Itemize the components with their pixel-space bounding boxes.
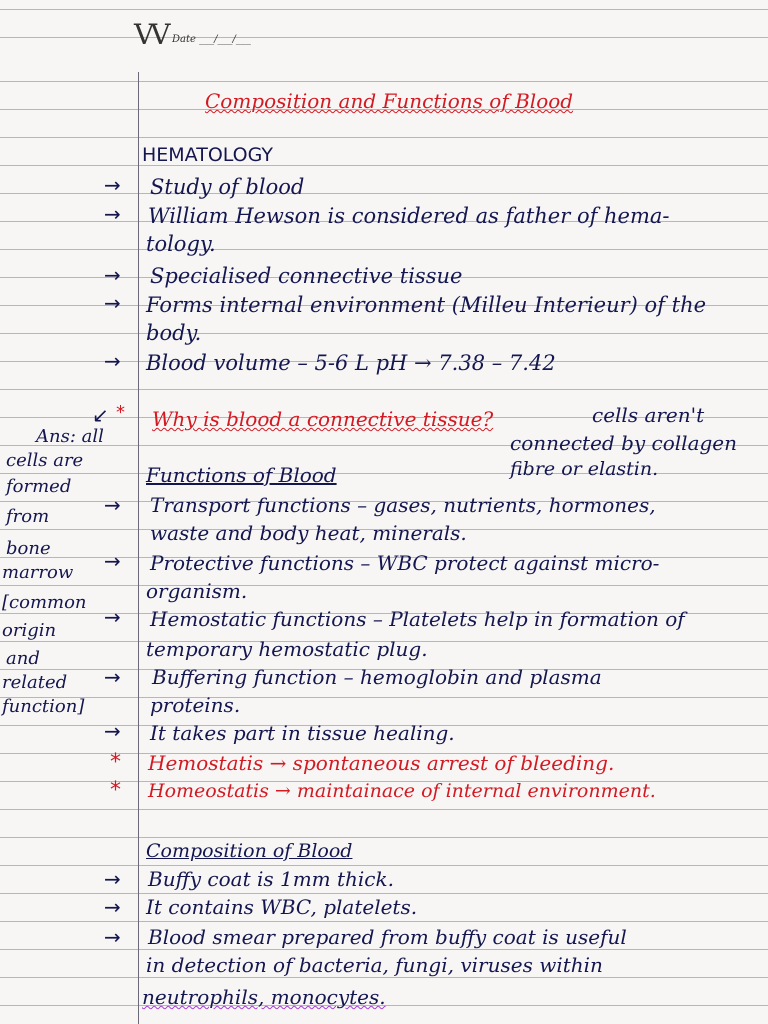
arrow-icon: → [104, 605, 121, 629]
function-item: waste and body heat, minerals. [150, 521, 467, 545]
arrow-icon: → [104, 173, 121, 197]
arrow-icon: → [104, 549, 121, 573]
arrow-icon: → [104, 719, 121, 743]
composition-point: in detection of bacteria, fungi, viruses within [146, 953, 603, 977]
functions-heading: Functions of Blood [146, 463, 337, 487]
side-note-line: [common [2, 592, 87, 613]
side-note-line: and [6, 648, 40, 669]
hematology-heading: HEMATOLOGY [142, 144, 274, 166]
arrow-icon: → [104, 925, 121, 949]
arrow-icon: → [104, 867, 121, 891]
function-item: Hemostatic functions – Platelets help in formation of [150, 607, 685, 631]
function-item: Protective functions – WBC protect against micro- [150, 551, 660, 575]
function-item: proteins. [150, 693, 241, 717]
star-icon: * [116, 402, 125, 423]
function-item: organism. [146, 579, 248, 603]
hematology-point: Study of blood [150, 175, 305, 199]
composition-point: neutrophils, monocytes. [142, 985, 386, 1009]
function-item: temporary hemostatic plug. [146, 637, 428, 661]
star-icon: * [110, 778, 121, 803]
composition-heading: Composition of Blood [146, 840, 353, 862]
hematology-point: Blood volume – 5-6 L pH → 7.38 – 7.42 [146, 351, 556, 375]
composition-point: It contains WBC, platelets. [146, 895, 418, 919]
hemostatis-definition: Hemostatis → spontaneous arrest of bleeding. [148, 751, 615, 775]
side-note-line: cells are [6, 450, 84, 471]
side-note-line: related [2, 672, 68, 693]
question-text: Why is blood a connective tissue? [152, 407, 494, 431]
side-note-line: Ans: all [36, 426, 104, 447]
answer-line: cells aren't [592, 403, 705, 427]
answer-line: connected by collagen [510, 431, 738, 455]
arrow-icon: → [104, 349, 121, 373]
hematology-point: body. [146, 321, 202, 345]
function-item: It takes part in tissue healing. [150, 721, 455, 745]
margin-line [138, 72, 139, 1024]
side-note-line: from [6, 506, 50, 527]
notebook-logo: VV [134, 18, 167, 51]
date-field: Date ___/___/___ [172, 34, 251, 45]
function-item: Buffering function – hemoglobin and plasma [152, 665, 602, 689]
side-note-line: function] [2, 696, 85, 717]
page-title: Composition and Functions of Blood [205, 89, 574, 113]
hematology-point: Specialised connective tissue [150, 264, 463, 288]
answer-line: fibre or elastin. [510, 458, 659, 480]
hematology-point: Forms internal environment (Milleu Interieur) of the [146, 293, 707, 317]
side-note-line: formed [6, 476, 72, 497]
arrow-icon: → [104, 895, 121, 919]
side-note-line: marrow [2, 562, 74, 583]
homeostatis-definition: Homeostatis → maintainace of internal environment. [148, 780, 656, 802]
composition-point: Buffy coat is 1mm thick. [148, 867, 394, 891]
side-note-line: bone [6, 538, 51, 559]
star-icon: * [110, 750, 121, 775]
hematology-point: tology. [146, 232, 216, 256]
arrow-icon: → [104, 493, 121, 517]
arrow-icon: → [104, 291, 121, 315]
arrow-icon: → [104, 202, 121, 226]
arrow-icon: → [104, 665, 121, 689]
side-note-line: origin [2, 620, 57, 641]
composition-point: Blood smear prepared from buffy coat is useful [148, 925, 627, 949]
function-item: Transport functions – gases, nutrients, hormones, [150, 493, 656, 517]
side-arrow-icon: ↙ [92, 403, 109, 427]
hematology-point: William Hewson is considered as father of hema- [148, 204, 670, 228]
arrow-icon: → [104, 263, 121, 287]
